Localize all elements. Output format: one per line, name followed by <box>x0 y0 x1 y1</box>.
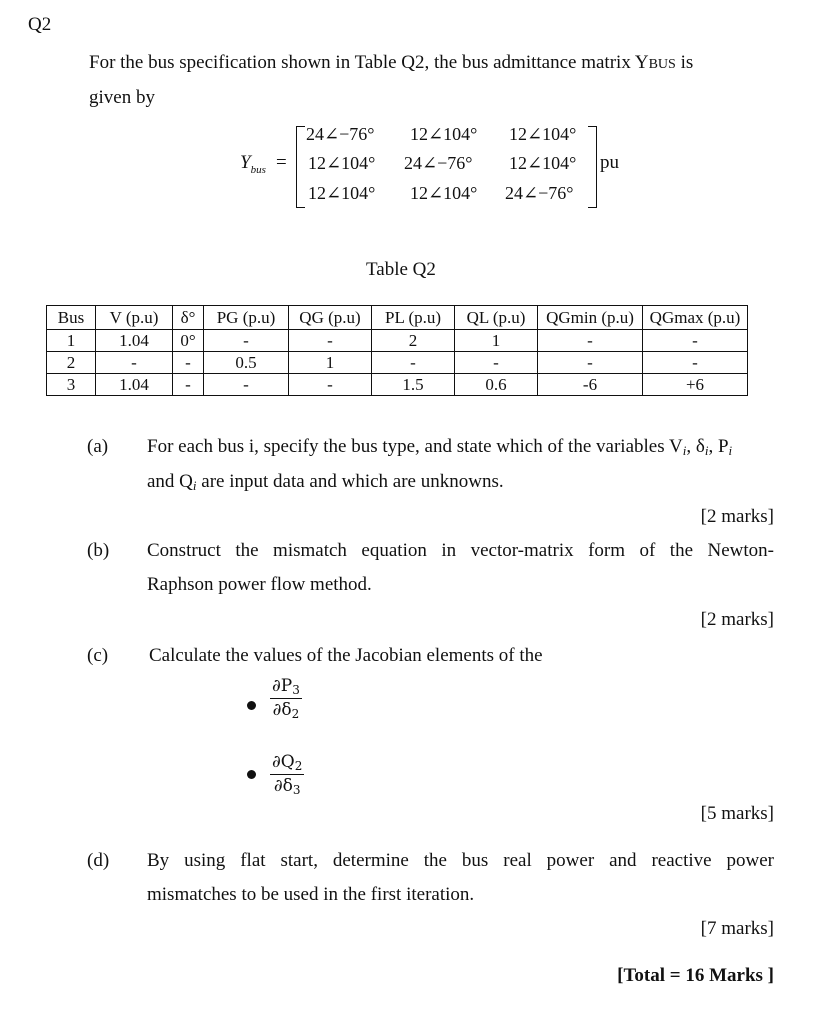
table-cell: - <box>643 330 748 352</box>
intro-text: For the bus specification shown in Table Q2, the bus admittance matrix Y <box>89 52 649 73</box>
frac-num-sub: 2 <box>294 759 303 773</box>
col-header: PL (p.u) <box>372 306 455 330</box>
table-row <box>47 374 748 396</box>
table-cell: - <box>289 374 372 396</box>
table-cell: +6 <box>643 374 748 396</box>
bullet-icon <box>247 770 256 779</box>
p-sub: i <box>728 443 733 458</box>
table-cell: 3 <box>47 374 96 396</box>
matrix-symbol-sub: bus <box>250 163 266 176</box>
matrix-left-bracket <box>296 126 305 208</box>
table-cell: 1.04 <box>96 330 173 352</box>
question-number: Q2 <box>28 14 52 35</box>
table-cell: - <box>204 330 289 352</box>
bullet-icon <box>247 701 256 710</box>
matrix-cell: 24∠−76° <box>404 153 473 173</box>
table-cell: 1 <box>47 330 96 352</box>
matrix-right-bracket <box>588 126 597 208</box>
matrix-cell: 12∠104° <box>308 183 376 203</box>
part-b-label: (b) <box>87 540 110 561</box>
table-header-row <box>47 306 748 330</box>
part-a-marks: [2 marks] <box>700 506 774 527</box>
table-cell: - <box>538 352 643 374</box>
col-header: QGmax (p.u) <box>643 306 748 330</box>
part-c-line-1: Calculate the values of the Jacobian elements of the <box>149 645 543 666</box>
matrix-equals: = <box>276 152 287 173</box>
part-c-marks: [5 marks] <box>700 803 774 824</box>
jacobian-element-2 <box>270 752 304 797</box>
table-cell: 2 <box>372 330 455 352</box>
frac-den: ∂δ <box>272 700 292 720</box>
table-cell: - <box>96 352 173 374</box>
intro-line-2: given by <box>89 87 155 108</box>
table-cell: - <box>538 330 643 352</box>
col-header: PG (p.u) <box>204 306 289 330</box>
matrix-cell: 12∠104° <box>308 153 376 173</box>
frac-num-sub: 3 <box>292 683 300 697</box>
table-cell: 1 <box>455 330 538 352</box>
q-sub: i <box>192 478 197 493</box>
q-sym: and Q <box>147 471 193 492</box>
table-cell: - <box>204 374 289 396</box>
delta-sym: , δ <box>686 436 705 457</box>
frac-den-sub: 2 <box>291 707 300 721</box>
part-b-marks: [2 marks] <box>700 609 774 630</box>
part-d-line-1: By using flat start, determine the bus real power and reactive power <box>147 850 774 871</box>
jacobian-element-1 <box>270 676 302 721</box>
matrix-symbol <box>240 152 266 176</box>
part-b-line-2: Raphson power flow method. <box>147 574 372 595</box>
v-sub: i <box>682 443 687 458</box>
matrix-unit: pu <box>600 152 619 173</box>
part-d-label: (d) <box>87 850 110 871</box>
table-row <box>47 352 748 374</box>
bus-spec-table <box>46 305 748 396</box>
total-marks: [Total = 16 Marks ] <box>617 965 774 986</box>
col-header: QL (p.u) <box>455 306 538 330</box>
table-caption: Table Q2 <box>366 259 436 280</box>
table-cell: 1.04 <box>96 374 173 396</box>
intro-text-end: is <box>675 52 694 73</box>
part-d-marks: [7 marks] <box>700 918 774 939</box>
col-header: V (p.u) <box>96 306 173 330</box>
table-cell: - <box>372 352 455 374</box>
table-cell: 0° <box>173 330 204 352</box>
table-cell: -6 <box>538 374 643 396</box>
col-header: QGmin (p.u) <box>538 306 643 330</box>
matrix-cell: 12∠104° <box>410 124 478 144</box>
matrix-symbol-letter: Y <box>240 152 251 173</box>
col-header: δ° <box>173 306 204 330</box>
matrix-cell: 12∠104° <box>509 153 577 173</box>
table-cell: 2 <box>47 352 96 374</box>
matrix-cell: 24∠−76° <box>306 124 375 144</box>
table-cell: - <box>643 352 748 374</box>
ybus-subscript: BUS <box>648 57 676 72</box>
matrix-cell: 12∠104° <box>410 183 478 203</box>
table-cell: - <box>289 330 372 352</box>
table-cell: 0.5 <box>204 352 289 374</box>
part-a-line-2 <box>147 471 504 494</box>
frac-den-sub: 3 <box>292 783 301 797</box>
part-d-line-2: mismatches to be used in the first iteration. <box>147 884 475 905</box>
table-cell: - <box>455 352 538 374</box>
part-a-text: For each bus i, specify the bus type, and state which of the variables V <box>147 436 683 457</box>
part-b-line-1: Construct the mismatch equation in vector-matrix form of the Newton- <box>147 540 774 561</box>
table-cell: - <box>173 374 204 396</box>
d-sub: i <box>704 443 709 458</box>
p-sym: , P <box>708 436 729 457</box>
frac-num: ∂P <box>272 676 293 696</box>
frac-num: ∂Q <box>272 752 295 772</box>
table-row <box>47 330 748 352</box>
table-cell: 1 <box>289 352 372 374</box>
matrix-cell: 24∠−76° <box>505 183 574 203</box>
part-a-label: (a) <box>87 436 109 457</box>
table-cell: 1.5 <box>372 374 455 396</box>
table-cell: 0.6 <box>455 374 538 396</box>
intro-line-1 <box>89 52 693 74</box>
table-cell: - <box>173 352 204 374</box>
col-header: QG (p.u) <box>289 306 372 330</box>
part-c-label: (c) <box>87 645 109 666</box>
part-a-text-end: are input data and which are unknowns. <box>196 471 504 492</box>
frac-den: ∂δ <box>273 776 293 796</box>
matrix-cell: 12∠104° <box>509 124 577 144</box>
col-header: Bus <box>47 306 96 330</box>
part-a-line-1 <box>147 436 732 459</box>
